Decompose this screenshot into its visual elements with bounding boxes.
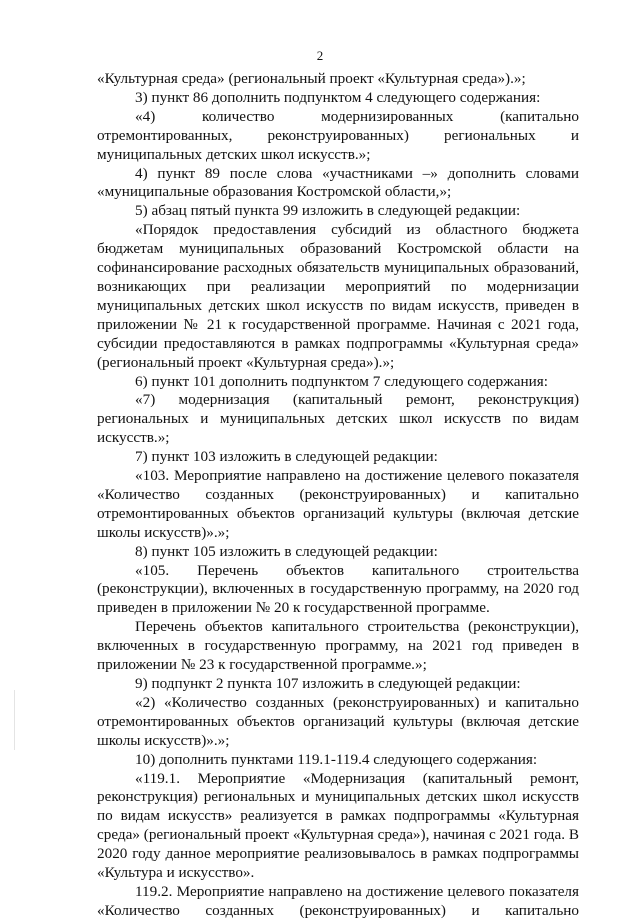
- paragraph: 3) пункт 86 дополнить подпунктом 4 следующего содержания:: [135, 88, 541, 106]
- paragraph: 4) пункт 89 после слова «участниками –» дополнить словами «муниципальные образования Костромской области,»;: [97, 164, 579, 201]
- paragraph: Перечень объектов капитального строительства (реконструкции), включенных в государственную программу, на 2021 год приведен в приложении № 23 к государственной программе.»;: [97, 618, 579, 674]
- paragraph: 5) абзац пятый пункта 99 изложить в следующей редакции:: [135, 202, 521, 220]
- page-number: 2: [316, 48, 324, 63]
- paragraph: «4) количество модернизированных (капитально отремонтированных, реконструированных) региональных и муниципальных детских школ искусств.»;: [97, 107, 579, 163]
- paragraph: «2) «Количество созданных (реконструированных) и капитально отремонтированных объектов организаций культуры (включая детские школы искусств)».»;: [97, 693, 579, 749]
- paragraph: 7) пункт 103 изложить в следующей редакции:: [135, 448, 438, 466]
- paragraph: 10) дополнить пунктами 119.1-119.4 следующего содержания:: [135, 750, 538, 768]
- paragraph: «Порядок предоставления субсидий из областного бюджета бюджетам муниципальных образований Костромской области на софинансирование расходных обязательств муниципальных образований, возникающих при реализации мероприятий по модернизации муниципальных детских школ искусств по видам искусств, приведен в приложении № 21 к государственной программе. Начиная с 2021 года, субсидии предоставляются в рамках подпрограммы «Культурная среда» (региональный проект «Культурная среда»).»;: [97, 221, 579, 371]
- paragraph: 119.2. Мероприятие направлено на достижение целевого показателя «Количество созданных (реконструированных) и капитально: [97, 882, 579, 919]
- paragraph: «119.1. Мероприятие «Модернизация (капитальный ремонт, реконструкция) региональных и муниципальных детских школ искусств по видам искусств» реализуется в рамках подпрограммы «Культурная среда» (региональный проект «Культурная среда»), начиная с 2021 года. В 2020 году данное мероприятие реализовывалось в рамках подпрограммы «Культура и искусство».: [97, 769, 579, 882]
- paragraph: 9) подпункт 2 пункта 107 изложить в следующей редакции:: [135, 675, 521, 692]
- paragraph: 8) пункт 105 изложить в следующей редакции:: [135, 542, 438, 560]
- paragraph: 6) пункт 101 дополнить подпунктом 7 следующего содержания:: [135, 372, 548, 390]
- document-body: [97, 70, 579, 921]
- paragraph: «105. Перечень объектов капитального строительства (реконструкции), включенных в государственную программу, на 2020 год приведен в приложении № 20 к государственной программе.: [97, 561, 579, 617]
- paragraph: «103. Мероприятие направлено на достижение целевого показателя «Количество созданных (реконструированных) и капитально отремонтированных объектов организаций культуры (включая детские школы искусств)».»;: [97, 467, 579, 541]
- paragraph: «Культурная среда» (региональный проект «Культурная среда»).»;: [97, 70, 526, 87]
- scan-margin-mark: [14, 690, 15, 750]
- paragraph: «7) модернизация (капитальный ремонт, реконструкция) региональных и муниципальных детских школ искусств по видам искусств.»;: [97, 391, 579, 447]
